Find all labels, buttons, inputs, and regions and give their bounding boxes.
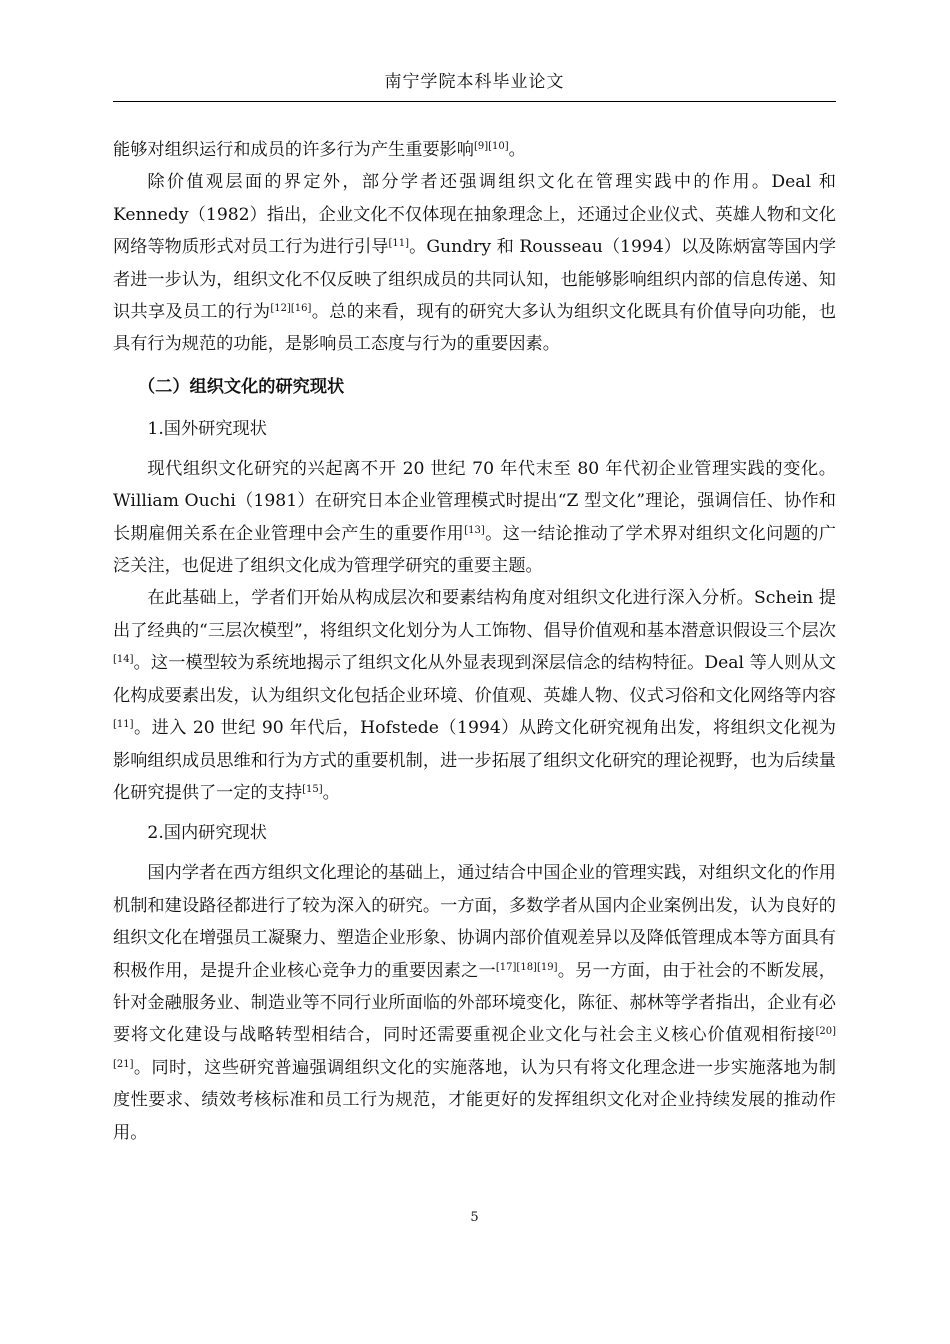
page-number: 5 xyxy=(470,1210,479,1225)
paragraph-text: 。总的来看，现有的研究大多认为组织文化既具有价值导向功能，也具有行为规范的功能，是影响员工态度与行为的重要因素。 xyxy=(113,302,836,355)
paragraph-text: 。进入 20 世纪 90 年代后，Hofstede（1994）从跨文化研究视角出发，将组织文化视为影响组织成员思维和行为方式的重要机制，进一步拓展了组织文化研究的理论视野，也为后续量化研究提供了一定的支持 xyxy=(113,718,836,803)
paragraph-text: 能够对组织运行和成员的许多行为产生重要影响 xyxy=(113,140,474,160)
paragraph-text: 现代组织文化研究的兴起离不开 20 世纪 70 年代末至 80 年代初企业管理实践的变化。William Ouchi（1981）在研究日本企业管理模式时提出“Z 型文化”理论，强调信任、协作和长期雇佣关系在企业管理中会产生的重要作用 xyxy=(113,458,836,544)
paragraph-text: 。同时，这些研究普遍强调组织文化的实施落地，认为只有将文化理念进一步实施落地为制度性要求、绩效考核标准和员工行为规范，才能更好的发挥组织文化对企业持续发展的推动作用。 xyxy=(113,1057,836,1143)
paragraph-text: 。另一方面，由于社会的不断发展，针对金融服务业、制造业等不同行业所面临的外部环境变化，陈征、郝林等学者指出，企业有必要将文化建设与战略转型相结合，同时还需要重视企业文化与社会主义核心价值观相衔接 xyxy=(113,960,836,1046)
citation: [17][18][19] xyxy=(495,961,558,973)
paragraph-culture-practice xyxy=(113,166,836,360)
citation: [13] xyxy=(464,524,485,536)
paragraph-foreign-origin xyxy=(113,453,836,583)
paragraph-text: 。 xyxy=(508,140,526,160)
section-heading: （二）组织文化的研究现状 xyxy=(137,376,345,397)
paragraph-text: 。这一结论推动了学术界对组织文化问题的广泛关注，也促进了组织文化成为管理学研究的重要主题。 xyxy=(113,523,836,577)
header-divider xyxy=(113,101,836,102)
citation: [11] xyxy=(113,719,134,731)
paragraph-foreign-structure xyxy=(113,582,836,809)
paragraph-domestic-research xyxy=(113,857,836,1149)
paragraph-text: 。这一模型较为系统地揭示了组织文化从外显表现到深层信念的结构特征。Deal 等人则从文化构成要素出发，认为组织文化包括企业环境、价值观、英雄人物、仪式习俗和文化网络等内容 xyxy=(113,653,836,706)
citation: [12][16] xyxy=(270,303,312,315)
paragraph-continuation xyxy=(113,134,836,166)
subsection-heading-domestic: 2.国内研究现状 xyxy=(147,823,267,844)
paragraph-text: 国内学者在西方组织文化理论的基础上，通过结合中国企业的管理实践，对组织文化的作用机制和建设路径都进行了较为深入的研究。一方面，多数学者从国内企业案例出发，认为良好的组织文化在增强员工凝聚力、塑造企业形象、协调内部价值观差异以及降低管理成本等方面具有积极作用，是提升企业核心竞争力的重要因素之一 xyxy=(113,863,836,981)
subsection-heading-foreign: 1.国外研究现状 xyxy=(147,418,267,439)
page-body xyxy=(113,134,836,1149)
citation: [15] xyxy=(302,783,323,795)
paragraph-text: 在此基础上，学者们开始从构成层次和要素结构角度对组织文化进行深入分析。Schein 提出了经典的“三层次模型”，将组织文化划分为人工饰物、倡导价值观和基本潜意识假设三个层次 xyxy=(113,588,836,641)
citation: [14] xyxy=(113,654,134,666)
citation: [20][21] xyxy=(113,1026,836,1070)
running-header: 南宁学院本科毕业论文 xyxy=(384,72,565,92)
citation: [11] xyxy=(388,238,410,250)
citation: [9][10] xyxy=(473,141,509,152)
paragraph-text: 。 xyxy=(322,782,340,803)
paragraph-text: 。Gundry 和 Rousseau（1994）以及陈炳富等国内学者进一步认为，组织文化不仅反映了组织成员的共同认知，也能够影响组织内部的信息传递、知识共享及员工的行为 xyxy=(113,237,837,323)
paragraph-text: 除价值观层面的界定外，部分学者还强调组织文化在管理实践中的作用。Deal 和 Kennedy（1982）指出，企业文化不仅体现在抽象理念上，还通过企业仪式、英雄人物和文化网络等物质形式对员工行为进行引导 xyxy=(113,172,836,258)
